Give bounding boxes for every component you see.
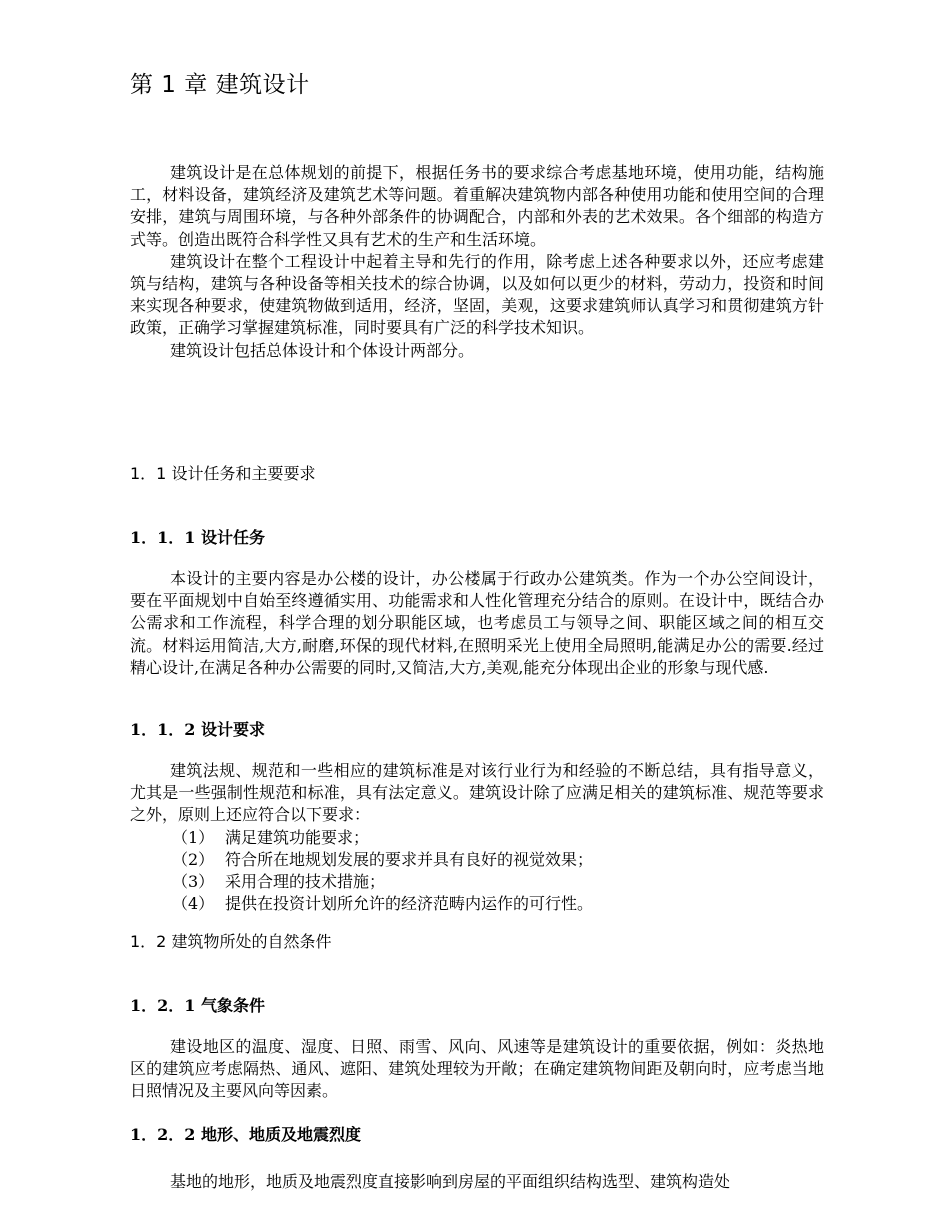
list-item bbox=[130, 849, 824, 871]
list-item-text: 采用合理的技术措施； bbox=[225, 872, 386, 892]
subsection-heading-1-2-1: 1．2．1 气象条件 bbox=[130, 996, 265, 1015]
list-item bbox=[130, 893, 824, 915]
list-item-number: （3） bbox=[172, 872, 215, 892]
list-item-number: （1） bbox=[172, 827, 215, 847]
climate-section bbox=[130, 1036, 824, 1103]
climate-paragraph: 建设地区的温度、湿度、日照、雨雪、风向、风速等是建筑设计的重要依据，例如：炎热地区的建筑应考虑隔热、通风、遮阳、建筑处理较为开敞；在确定建筑物间距及朝向时，应考虑当地日照情况及主要风向等因素。 bbox=[130, 1037, 824, 1101]
terrain-paragraph: 基地的地形，地质及地震烈度直接影响到房屋的平面组织结构选型、建筑构造处 bbox=[170, 1172, 731, 1191]
list-item-number: （2） bbox=[172, 849, 215, 869]
intro-paragraph-3: 建筑设计包括总体设计和个体设计两部分。 bbox=[170, 340, 475, 360]
list-item-text: 提供在投资计划所允许的经济范畴内运作的可行性。 bbox=[225, 894, 594, 914]
intro-paragraph-2: 建筑设计在整个工程设计中起着主导和先行的作用，除考虑上述各种要求以外，还应考虑建筑与结构，建筑与各种设备等相关技术的综合协调，以及如何以更少的材料，劳动力，投资和时间来实现各种要求，使建筑物做到适用，经济，坚固，美观，这要求建筑师认真学习和贯彻建筑方针政策，正确学习掌握建筑标准，同时要具有广泛的科学技术知识。 bbox=[130, 251, 824, 338]
list-item-number: （4） bbox=[172, 894, 215, 914]
chapter-title: 第 1 章 建筑设计 bbox=[130, 72, 310, 98]
intro-section bbox=[130, 162, 824, 362]
section-heading-1-2: 1．2 建筑物所处的自然条件 bbox=[130, 932, 332, 951]
subsection-heading-1-1-2: 1．1．2 设计要求 bbox=[130, 720, 265, 739]
list-item bbox=[130, 871, 824, 893]
list-item bbox=[130, 827, 824, 849]
intro-paragraph-1: 建筑设计是在总体规划的前提下，根据任务书的要求综合考虑基地环境，使用功能，结构施工，材料设备，建筑经济及建筑艺术等问题。着重解决建筑物内部各种使用功能和使用空间的合理安排，建筑与周围环境，与各种外部条件的协调配合，内部和外表的艺术效果。各个细部的构造方式等。创造出既符合科学性又具有艺术的生产和生活环境。 bbox=[130, 163, 824, 249]
subsection-heading-1-1-1: 1．1．1 设计任务 bbox=[130, 528, 265, 547]
list-item-text: 满足建筑功能要求； bbox=[225, 827, 370, 847]
design-task-section bbox=[130, 568, 824, 679]
design-requirements-paragraph: 建筑法规、规范和一些相应的建筑标准是对该行业行为和经验的不断总结，具有指导意义，尤其是一些强制性规范和标准，具有法定意义。建筑设计除了应满足相关的建筑标准、规范等要求之外，原则上还应符合以下要求： bbox=[130, 761, 824, 825]
terrain-section bbox=[130, 1171, 824, 1193]
design-requirements-section bbox=[130, 760, 824, 915]
section-heading-1-1: 1．1 设计任务和主要要求 bbox=[130, 464, 316, 483]
subsection-heading-1-2-2: 1．2．2 地形、地质及地震烈度 bbox=[130, 1125, 361, 1144]
list-item-text: 符合所在地规划发展的要求并具有良好的视觉效果； bbox=[225, 849, 594, 869]
requirements-list bbox=[130, 827, 824, 916]
design-task-paragraph: 本设计的主要内容是办公楼的设计，办公楼属于行政办公建筑类。作为一个办公空间设计，要在平面规划中自始至终遵循实用、功能需求和人性化管理充分结合的原则。在设计中，既结合办公需求和工作流程，科学合理的划分职能区域，也考虑员工与领导之间、职能区域之间的相互交流。材料运用简洁,大方,耐磨,环保的现代材料,在照明采光上使用全局照明,能满足办公的需要.经过精心设计,在满足各种办公需要的同时,又简洁,大方,美观,能充分体现出企业的形象与现代感. bbox=[130, 569, 824, 677]
